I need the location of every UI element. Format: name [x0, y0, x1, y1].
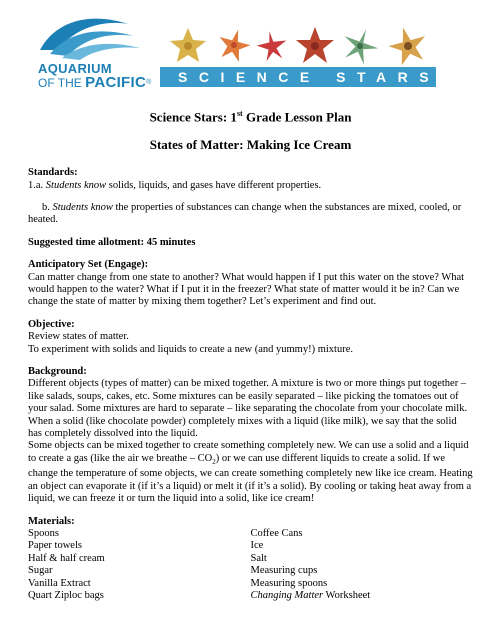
time-section	[28, 237, 473, 249]
list-item: Salt	[250, 552, 267, 564]
logo-of-the: OF THE	[38, 76, 82, 90]
page-header	[0, 0, 495, 100]
background-p2-b: ) or we can use different liquids to create a solid. If we change the temperature of some objects, we can create something completely new like ice cream. Heating an object can evaporate it (if it’s a liquid) or melt it (if it’s a solid). By cooling or taking heat away from a liquid, we can freeze it or turn the liquid into a solid, like ice cream!	[28, 452, 473, 505]
materials-heading: Materials:	[28, 515, 75, 527]
list-item: Measuring spoons	[250, 577, 328, 589]
title-suffix: Grade Lesson Plan	[242, 109, 352, 125]
title-prefix: Science Stars: 1	[149, 109, 237, 125]
logo-pacific: PACIFIC	[85, 74, 147, 91]
standards-section	[28, 167, 473, 227]
background-paragraph-1: Different objects (types of matter) can be mixed together. A mixture is two or more things put together – like salads, soups, cakes, etc. Some mixtures can be easily separated – like picking the tomatoes out of your salad. Some mixtures are hard to separate – like separating the chocolate from your chocolate milk. When a solid (like chocolate powder) completely mixes with a liquid (like milk), we say that the solid has completely dissolved into the liquid.	[28, 378, 468, 440]
list-item: Half & half cream	[28, 552, 105, 564]
worksheet-title: Changing Matter	[250, 590, 324, 602]
background-section	[28, 366, 473, 506]
standards-heading: Standards:	[28, 167, 78, 179]
title-sup: st	[236, 109, 243, 118]
materials-list	[28, 528, 473, 602]
standard-1a	[28, 180, 473, 192]
logo-line-2	[38, 76, 151, 90]
list-item: Vanilla Extract	[28, 577, 91, 589]
time-allotment: Suggested time allotment: 45 minutes	[28, 236, 196, 248]
background-p2-a: Some objects can be mixed together to create something completely new. We can use a solid and a liquid to create a gas (like the air we breathe – CO	[28, 440, 469, 464]
objective-heading: Objective:	[28, 318, 75, 330]
logo-line-1: AQUARIUM	[38, 61, 112, 76]
standard-1a-prefix: 1.a.	[28, 179, 46, 191]
logo-registered-mark: ®	[146, 79, 152, 86]
objective-section	[28, 319, 473, 356]
list-item: Coffee Cans	[250, 527, 303, 539]
anticipatory-section	[28, 259, 473, 309]
worksheet-suffix: Worksheet	[323, 590, 371, 602]
science-stars-text: SCIENCE STARS	[178, 69, 441, 85]
page-title	[28, 108, 473, 124]
list-item	[251, 590, 474, 602]
objective-line-2: To experiment with solids and liquids to create a new (and yummy!) mixture.	[28, 343, 353, 355]
background-heading: Background:	[28, 366, 87, 378]
starfish-icon	[160, 24, 436, 68]
list-item: Quart Ziploc bags	[28, 590, 104, 602]
objective-line-1: Review states of matter.	[28, 331, 129, 343]
list-item: Ice	[250, 540, 264, 552]
materials-left-column	[28, 528, 251, 602]
standard-1b	[28, 202, 473, 227]
anticipatory-body: Can matter change from one state to another? What would happen if I put this water on the stove? What would happen to the water? What if I put it in the freezer? What state of matter would it be in? Can we change the state of matter by mixing them together? Let’s experiment and find out.	[28, 271, 465, 308]
standard-1b-em: Students know	[52, 201, 113, 213]
standard-1b-text: the properties of substances can change when the substances are mixed, cooled, or heated.	[28, 201, 462, 226]
list-item: Sugar	[28, 565, 53, 577]
wave-logo-icon	[36, 10, 146, 62]
background-paragraph-2	[28, 440, 473, 505]
anticipatory-heading: Anticipatory Set (Engage):	[28, 259, 149, 271]
standard-1a-text: solids, liquids, and gases have different properties.	[106, 179, 322, 191]
lesson-plan-body	[28, 100, 473, 602]
list-item: Measuring cups	[250, 565, 318, 577]
background-p2-sub: 2	[212, 457, 216, 466]
list-item: Spoons	[28, 527, 59, 539]
list-item: Paper towels	[28, 540, 82, 552]
aquarium-logo	[38, 62, 151, 90]
standard-1b-prefix: b.	[42, 201, 53, 213]
materials-section	[28, 516, 473, 603]
page-subtitle: States of Matter: Making Ice Cream	[149, 136, 352, 152]
standard-1a-em: Students know	[45, 179, 107, 191]
materials-right-column	[251, 528, 474, 602]
